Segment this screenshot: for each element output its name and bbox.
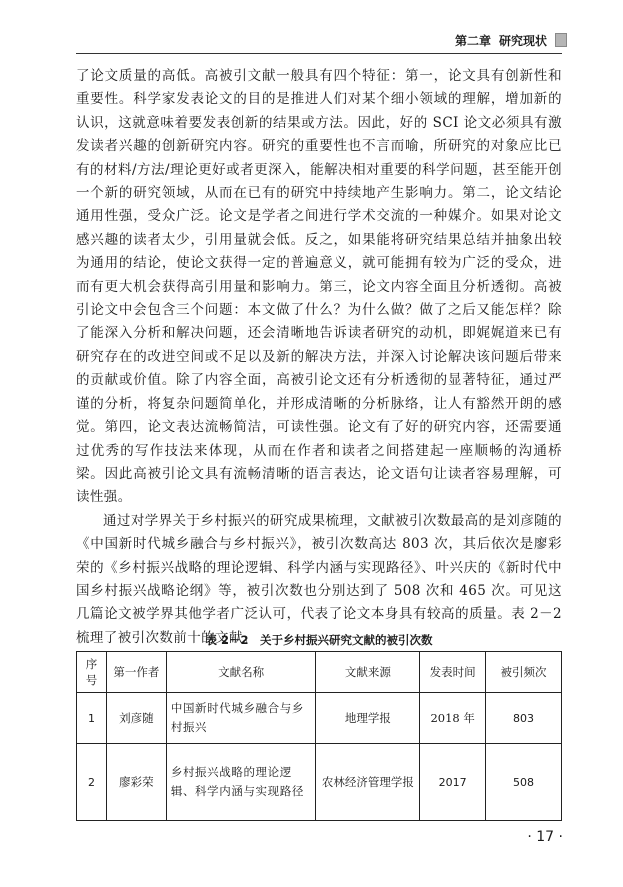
cell-author: 刘彦随 bbox=[106, 693, 166, 744]
cell-title: 乡村振兴战略的理论逻辑、科学内涵与实现路径 bbox=[166, 744, 316, 821]
chapter-marker-icon bbox=[555, 33, 567, 47]
cell-index: 2 bbox=[77, 744, 107, 821]
cell-year: 2017 bbox=[420, 744, 486, 821]
body-text bbox=[76, 65, 562, 650]
citation-table bbox=[76, 651, 562, 821]
header-rule bbox=[76, 53, 562, 54]
cell-citations: 803 bbox=[486, 693, 562, 744]
cell-index: 1 bbox=[77, 693, 107, 744]
table-caption: 表 2－2 关于乡村振兴研究文献的被引次数 bbox=[205, 633, 433, 647]
header-title: 文献名称 bbox=[166, 652, 316, 693]
table-row bbox=[77, 744, 562, 821]
running-header bbox=[455, 30, 567, 50]
cell-source: 农林经济管理学报 bbox=[316, 744, 420, 821]
header-author: 第一作者 bbox=[106, 652, 166, 693]
header-citations: 被引频次 bbox=[486, 652, 562, 693]
cell-author: 廖彩荣 bbox=[106, 744, 166, 821]
section-label: 研究现状 bbox=[498, 33, 547, 48]
table-header-row bbox=[77, 652, 562, 693]
cell-citations: 508 bbox=[486, 744, 562, 821]
paragraph-1: 了论文质量的高低。高被引文献一般具有四个特征：第一，论文具有创新性和重要性。科学家发表论文的目的是推进人们对某个细小领域的理解，增加新的认识，这就意味着要发表创新的结果或方法。因此，好的 SCI 论文必须具有激发读者兴趣的创新研究内容。研究的重要性也不言而喻，所研究的对象应比已有的材料/方法/理论更好或者更深入，能解决相对重要的科学问题，甚至能开创一个新的研究领域，从而在已有的研究中持续地产生影响力。第二，论文结论通用性强，受众广泛。论文是学者之间进行学术交流的一种媒介。如果对论文感兴趣的读者太少，引用量就会低。反之，如果能将研究结果总结并抽象出较为通用的结论，使论文获得一定的普遍意义，就可能拥有较为广泛的受众，进而有更大机会获得高引用量和影响力。第三，论文内容全面且分析透彻。高被引论文中会包含三个问题：本文做了什么？为什么做？做了之后又能怎样？除了能深入分析和解决问题，还会清晰地告诉读者研究的动机，即娓娓道来已有研究存在的改进空间或不足以及新的解决方法，并深入讨论解决该问题后带来的贡献或价值。除了内容全面，高被引论文还有分析透彻的显著特征，通过严谨的分析，将复杂问题简单化，并形成清晰的分析脉络，让人有豁然开朗的感觉。第四，论文表达流畅简洁，可读性强。论文有了好的研究内容，还需要通过优秀的写作技法来体现，从而在作者和读者之间搭建起一座顺畅的沟通桥梁。因此高被引论文具有流畅清晰的语言表达，论文语句让读者容易理解，可读性强。 bbox=[76, 68, 562, 506]
cell-year: 2018 年 bbox=[420, 693, 486, 744]
header-year: 发表时间 bbox=[420, 652, 486, 693]
chapter-label: 第二章 bbox=[454, 33, 491, 48]
cell-source: 地理学报 bbox=[316, 693, 420, 744]
header-source: 文献来源 bbox=[316, 652, 420, 693]
paragraph-2: 通过对学界关于乡村振兴的研究成果梳理，文献被引次数最高的是刘彦随的《中国新时代城乡融合与乡村振兴》，被引次数高达 803 次，其后依次是廖彩荣的《乡村振兴战略的理论逻辑、科学内涵与实现路径》、叶兴庆的《新时代中国乡村振兴战略论纲》等，被引次数也分别达到了 508 次和 465 次。可见这几篇论文被学界其他学者广泛认可，代表了论文本身具有较高的质量。表 2－2 梳理了被引次数前十的文献。 bbox=[76, 512, 562, 646]
table-row bbox=[77, 693, 562, 744]
header-index: 序号 bbox=[77, 652, 107, 693]
cell-title: 中国新时代城乡融合与乡村振兴 bbox=[166, 693, 316, 744]
page-number: · 17 · bbox=[527, 829, 563, 845]
